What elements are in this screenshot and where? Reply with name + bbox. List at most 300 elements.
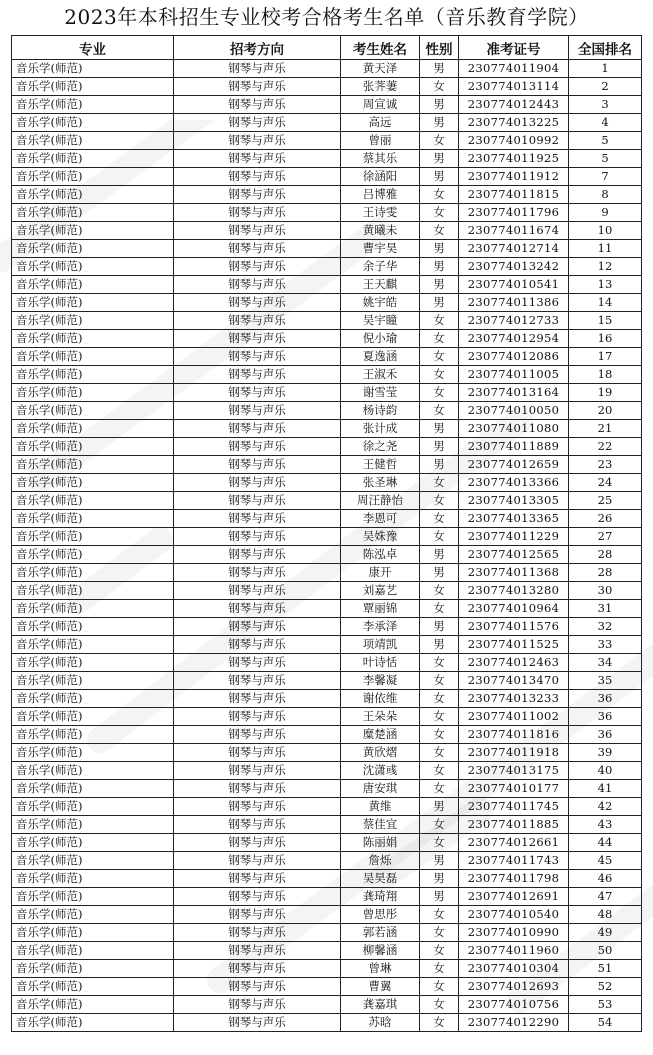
cell-exam-id: 230774010964 bbox=[459, 600, 569, 618]
cell-exam-id: 230774010990 bbox=[459, 924, 569, 942]
cell-rank: 28 bbox=[569, 564, 642, 582]
cell-gender: 女 bbox=[420, 978, 459, 996]
cell-rank: 17 bbox=[569, 348, 642, 366]
cell-direction: 钢琴与声乐 bbox=[174, 510, 341, 528]
cell-name: 夏逸涵 bbox=[341, 348, 420, 366]
cell-rank: 36 bbox=[569, 690, 642, 708]
table-row bbox=[12, 618, 642, 636]
cell-gender: 女 bbox=[420, 942, 459, 960]
cell-exam-id: 230774012693 bbox=[459, 978, 569, 996]
table-row bbox=[12, 294, 642, 312]
table-row bbox=[12, 204, 642, 222]
cell-rank: 2 bbox=[569, 78, 642, 96]
cell-name: 李馨凝 bbox=[341, 672, 420, 690]
cell-direction: 钢琴与声乐 bbox=[174, 294, 341, 312]
cell-direction: 钢琴与声乐 bbox=[174, 672, 341, 690]
cell-gender: 男 bbox=[420, 114, 459, 132]
cell-exam-id: 230774011080 bbox=[459, 420, 569, 438]
cell-major: 音乐学(师范) bbox=[12, 312, 174, 330]
cell-exam-id: 230774012661 bbox=[459, 834, 569, 852]
cell-exam-id: 230774013365 bbox=[459, 510, 569, 528]
cell-major: 音乐学(师范) bbox=[12, 168, 174, 186]
cell-major: 音乐学(师范) bbox=[12, 1014, 174, 1032]
table-row bbox=[12, 888, 642, 906]
cell-major: 音乐学(师范) bbox=[12, 258, 174, 276]
cell-name: 吴昊磊 bbox=[341, 870, 420, 888]
cell-gender: 男 bbox=[420, 636, 459, 654]
cell-exam-id: 230774011525 bbox=[459, 636, 569, 654]
cell-direction: 钢琴与声乐 bbox=[174, 60, 341, 78]
cell-name: 黄天泽 bbox=[341, 60, 420, 78]
cell-gender: 女 bbox=[420, 366, 459, 384]
cell-major: 音乐学(师范) bbox=[12, 276, 174, 294]
column-header-gender: 性别 bbox=[420, 36, 459, 60]
table-row bbox=[12, 474, 642, 492]
cell-exam-id: 230774011904 bbox=[459, 60, 569, 78]
cell-rank: 51 bbox=[569, 960, 642, 978]
table-row bbox=[12, 942, 642, 960]
cell-name: 徐涵阳 bbox=[341, 168, 420, 186]
cell-direction: 钢琴与声乐 bbox=[174, 240, 341, 258]
table-row bbox=[12, 312, 642, 330]
column-header-rank: 全国排名 bbox=[569, 36, 642, 60]
cell-major: 音乐学(师范) bbox=[12, 294, 174, 312]
cell-major: 音乐学(师范) bbox=[12, 150, 174, 168]
cell-major: 音乐学(师范) bbox=[12, 942, 174, 960]
table-row bbox=[12, 654, 642, 672]
cell-rank: 36 bbox=[569, 708, 642, 726]
cell-exam-id: 230774010304 bbox=[459, 960, 569, 978]
cell-rank: 27 bbox=[569, 528, 642, 546]
cell-direction: 钢琴与声乐 bbox=[174, 150, 341, 168]
cell-gender: 女 bbox=[420, 762, 459, 780]
cell-direction: 钢琴与声乐 bbox=[174, 978, 341, 996]
cell-gender: 女 bbox=[420, 1014, 459, 1032]
cell-gender: 女 bbox=[420, 222, 459, 240]
cell-rank: 41 bbox=[569, 780, 642, 798]
table-row bbox=[12, 582, 642, 600]
cell-gender: 女 bbox=[420, 582, 459, 600]
cell-name: 姚宇皓 bbox=[341, 294, 420, 312]
cell-direction: 钢琴与声乐 bbox=[174, 330, 341, 348]
cell-name: 黄维 bbox=[341, 798, 420, 816]
cell-gender: 男 bbox=[420, 258, 459, 276]
table-row bbox=[12, 726, 642, 744]
cell-direction: 钢琴与声乐 bbox=[174, 528, 341, 546]
cell-direction: 钢琴与声乐 bbox=[174, 276, 341, 294]
cell-gender: 男 bbox=[420, 294, 459, 312]
cell-name: 吕博雅 bbox=[341, 186, 420, 204]
cell-gender: 女 bbox=[420, 960, 459, 978]
cell-exam-id: 230774012290 bbox=[459, 1014, 569, 1032]
cell-direction: 钢琴与声乐 bbox=[174, 852, 341, 870]
table-row bbox=[12, 564, 642, 582]
cell-major: 音乐学(师范) bbox=[12, 744, 174, 762]
cell-major: 音乐学(师范) bbox=[12, 798, 174, 816]
cell-rank: 52 bbox=[569, 978, 642, 996]
cell-rank: 11 bbox=[569, 240, 642, 258]
cell-exam-id: 230774012691 bbox=[459, 888, 569, 906]
cell-direction: 钢琴与声乐 bbox=[174, 600, 341, 618]
table-row bbox=[12, 690, 642, 708]
cell-gender: 男 bbox=[420, 618, 459, 636]
cell-gender: 女 bbox=[420, 690, 459, 708]
cell-name: 余子华 bbox=[341, 258, 420, 276]
cell-name: 刘嘉艺 bbox=[341, 582, 420, 600]
cell-major: 音乐学(师范) bbox=[12, 204, 174, 222]
cell-rank: 9 bbox=[569, 204, 642, 222]
cell-major: 音乐学(师范) bbox=[12, 78, 174, 96]
table-row bbox=[12, 330, 642, 348]
cell-exam-id: 230774013233 bbox=[459, 690, 569, 708]
cell-rank: 47 bbox=[569, 888, 642, 906]
cell-direction: 钢琴与声乐 bbox=[174, 762, 341, 780]
cell-major: 音乐学(师范) bbox=[12, 582, 174, 600]
cell-direction: 钢琴与声乐 bbox=[174, 258, 341, 276]
cell-gender: 女 bbox=[420, 78, 459, 96]
cell-direction: 钢琴与声乐 bbox=[174, 690, 341, 708]
cell-gender: 女 bbox=[420, 348, 459, 366]
cell-rank: 3 bbox=[569, 96, 642, 114]
table-row bbox=[12, 834, 642, 852]
cell-name: 王天麒 bbox=[341, 276, 420, 294]
cell-major: 音乐学(师范) bbox=[12, 438, 174, 456]
table-row bbox=[12, 906, 642, 924]
cell-gender: 男 bbox=[420, 420, 459, 438]
table-row bbox=[12, 492, 642, 510]
table-row bbox=[12, 366, 642, 384]
cell-gender: 女 bbox=[420, 780, 459, 798]
cell-direction: 钢琴与声乐 bbox=[174, 546, 341, 564]
cell-name: 康开 bbox=[341, 564, 420, 582]
cell-direction: 钢琴与声乐 bbox=[174, 636, 341, 654]
table-row bbox=[12, 78, 642, 96]
table-row bbox=[12, 816, 642, 834]
cell-gender: 男 bbox=[420, 888, 459, 906]
cell-direction: 钢琴与声乐 bbox=[174, 924, 341, 942]
table-row bbox=[12, 708, 642, 726]
cell-major: 音乐学(师范) bbox=[12, 60, 174, 78]
table-row bbox=[12, 960, 642, 978]
cell-major: 音乐学(师范) bbox=[12, 456, 174, 474]
cell-rank: 20 bbox=[569, 402, 642, 420]
cell-rank: 26 bbox=[569, 510, 642, 528]
cell-gender: 女 bbox=[420, 132, 459, 150]
cell-exam-id: 230774011386 bbox=[459, 294, 569, 312]
cell-exam-id: 230774013305 bbox=[459, 492, 569, 510]
cell-gender: 女 bbox=[420, 186, 459, 204]
cell-gender: 女 bbox=[420, 816, 459, 834]
cell-rank: 44 bbox=[569, 834, 642, 852]
cell-gender: 男 bbox=[420, 168, 459, 186]
cell-rank: 35 bbox=[569, 672, 642, 690]
cell-direction: 钢琴与声乐 bbox=[174, 186, 341, 204]
cell-name: 黄曦未 bbox=[341, 222, 420, 240]
cell-gender: 女 bbox=[420, 330, 459, 348]
cell-major: 音乐学(师范) bbox=[12, 852, 174, 870]
table-row bbox=[12, 762, 642, 780]
cell-exam-id: 230774013366 bbox=[459, 474, 569, 492]
cell-major: 音乐学(师范) bbox=[12, 420, 174, 438]
cell-major: 音乐学(师范) bbox=[12, 528, 174, 546]
cell-major: 音乐学(师范) bbox=[12, 834, 174, 852]
cell-gender: 女 bbox=[420, 384, 459, 402]
cell-gender: 男 bbox=[420, 60, 459, 78]
cell-name: 王淑禾 bbox=[341, 366, 420, 384]
cell-rank: 49 bbox=[569, 924, 642, 942]
cell-name: 覃丽锦 bbox=[341, 600, 420, 618]
table-row bbox=[12, 114, 642, 132]
table-row bbox=[12, 60, 642, 78]
table-row bbox=[12, 996, 642, 1014]
cell-major: 音乐学(师范) bbox=[12, 222, 174, 240]
cell-rank: 21 bbox=[569, 420, 642, 438]
cell-rank: 45 bbox=[569, 852, 642, 870]
cell-rank: 40 bbox=[569, 762, 642, 780]
cell-gender: 男 bbox=[420, 456, 459, 474]
table-row bbox=[12, 186, 642, 204]
cell-major: 音乐学(师范) bbox=[12, 924, 174, 942]
table-row bbox=[12, 870, 642, 888]
cell-direction: 钢琴与声乐 bbox=[174, 834, 341, 852]
cell-name: 陈泓卓 bbox=[341, 546, 420, 564]
cell-major: 音乐学(师范) bbox=[12, 348, 174, 366]
cell-rank: 19 bbox=[569, 384, 642, 402]
cell-gender: 男 bbox=[420, 96, 459, 114]
cell-gender: 女 bbox=[420, 996, 459, 1014]
cell-direction: 钢琴与声乐 bbox=[174, 870, 341, 888]
cell-name: 曹翼 bbox=[341, 978, 420, 996]
cell-gender: 女 bbox=[420, 834, 459, 852]
cell-exam-id: 230774013225 bbox=[459, 114, 569, 132]
cell-name: 柳馨涵 bbox=[341, 942, 420, 960]
cell-exam-id: 230774010756 bbox=[459, 996, 569, 1014]
cell-exam-id: 230774012086 bbox=[459, 348, 569, 366]
cell-direction: 钢琴与声乐 bbox=[174, 816, 341, 834]
cell-direction: 钢琴与声乐 bbox=[174, 168, 341, 186]
cell-name: 倪小瑜 bbox=[341, 330, 420, 348]
roster-table bbox=[11, 35, 642, 1032]
table-body bbox=[12, 60, 642, 1032]
table-row bbox=[12, 744, 642, 762]
cell-gender: 男 bbox=[420, 150, 459, 168]
cell-exam-id: 230774011005 bbox=[459, 366, 569, 384]
cell-exam-id: 230774013470 bbox=[459, 672, 569, 690]
cell-rank: 5 bbox=[569, 132, 642, 150]
cell-name: 王诗雯 bbox=[341, 204, 420, 222]
cell-exam-id: 230774013175 bbox=[459, 762, 569, 780]
cell-rank: 43 bbox=[569, 816, 642, 834]
cell-rank: 24 bbox=[569, 474, 642, 492]
cell-name: 李恩可 bbox=[341, 510, 420, 528]
table-row bbox=[12, 150, 642, 168]
cell-rank: 32 bbox=[569, 618, 642, 636]
cell-exam-id: 230774010050 bbox=[459, 402, 569, 420]
table-row bbox=[12, 438, 642, 456]
cell-major: 音乐学(师范) bbox=[12, 402, 174, 420]
cell-direction: 钢琴与声乐 bbox=[174, 420, 341, 438]
cell-gender: 女 bbox=[420, 528, 459, 546]
cell-gender: 男 bbox=[420, 564, 459, 582]
cell-direction: 钢琴与声乐 bbox=[174, 492, 341, 510]
cell-rank: 33 bbox=[569, 636, 642, 654]
table-row bbox=[12, 528, 642, 546]
cell-exam-id: 230774010177 bbox=[459, 780, 569, 798]
cell-direction: 钢琴与声乐 bbox=[174, 402, 341, 420]
cell-exam-id: 230774012954 bbox=[459, 330, 569, 348]
cell-direction: 钢琴与声乐 bbox=[174, 78, 341, 96]
table-row bbox=[12, 600, 642, 618]
cell-major: 音乐学(师范) bbox=[12, 546, 174, 564]
cell-gender: 女 bbox=[420, 708, 459, 726]
cell-major: 音乐学(师范) bbox=[12, 618, 174, 636]
table-header-row bbox=[12, 36, 642, 60]
cell-major: 音乐学(师范) bbox=[12, 762, 174, 780]
cell-exam-id: 230774011889 bbox=[459, 438, 569, 456]
cell-major: 音乐学(师范) bbox=[12, 132, 174, 150]
cell-exam-id: 230774013114 bbox=[459, 78, 569, 96]
table-row bbox=[12, 456, 642, 474]
cell-direction: 钢琴与声乐 bbox=[174, 726, 341, 744]
cell-major: 音乐学(师范) bbox=[12, 474, 174, 492]
cell-direction: 钢琴与声乐 bbox=[174, 348, 341, 366]
cell-rank: 4 bbox=[569, 114, 642, 132]
column-header-major: 专业 bbox=[12, 36, 174, 60]
cell-rank: 1 bbox=[569, 60, 642, 78]
cell-gender: 女 bbox=[420, 312, 459, 330]
column-header-name: 考生姓名 bbox=[341, 36, 420, 60]
cell-rank: 50 bbox=[569, 942, 642, 960]
cell-exam-id: 230774010540 bbox=[459, 906, 569, 924]
cell-exam-id: 230774011576 bbox=[459, 618, 569, 636]
cell-name: 曾琳 bbox=[341, 960, 420, 978]
cell-name: 张圣琳 bbox=[341, 474, 420, 492]
cell-exam-id: 230774012659 bbox=[459, 456, 569, 474]
cell-rank: 30 bbox=[569, 582, 642, 600]
cell-name: 吴宇瞳 bbox=[341, 312, 420, 330]
cell-rank: 46 bbox=[569, 870, 642, 888]
cell-name: 王健哲 bbox=[341, 456, 420, 474]
cell-gender: 女 bbox=[420, 474, 459, 492]
table-row bbox=[12, 672, 642, 690]
table-row bbox=[12, 240, 642, 258]
cell-gender: 女 bbox=[420, 924, 459, 942]
cell-exam-id: 230774010992 bbox=[459, 132, 569, 150]
cell-direction: 钢琴与声乐 bbox=[174, 1014, 341, 1032]
page-title: 2023年本科招生专业校考合格考生名单（音乐教育学院） bbox=[64, 5, 589, 29]
cell-major: 音乐学(师范) bbox=[12, 888, 174, 906]
cell-rank: 28 bbox=[569, 546, 642, 564]
cell-exam-id: 230774011816 bbox=[459, 726, 569, 744]
table-row bbox=[12, 420, 642, 438]
cell-rank: 12 bbox=[569, 258, 642, 276]
cell-rank: 22 bbox=[569, 438, 642, 456]
cell-direction: 钢琴与声乐 bbox=[174, 204, 341, 222]
cell-exam-id: 230774011925 bbox=[459, 150, 569, 168]
cell-name: 谢雪莹 bbox=[341, 384, 420, 402]
cell-rank: 53 bbox=[569, 996, 642, 1014]
cell-direction: 钢琴与声乐 bbox=[174, 654, 341, 672]
cell-direction: 钢琴与声乐 bbox=[174, 96, 341, 114]
cell-direction: 钢琴与声乐 bbox=[174, 906, 341, 924]
cell-direction: 钢琴与声乐 bbox=[174, 114, 341, 132]
cell-name: 李承泽 bbox=[341, 618, 420, 636]
cell-rank: 7 bbox=[569, 168, 642, 186]
cell-direction: 钢琴与声乐 bbox=[174, 618, 341, 636]
cell-rank: 25 bbox=[569, 492, 642, 510]
cell-major: 音乐学(师范) bbox=[12, 672, 174, 690]
cell-name: 项靖凯 bbox=[341, 636, 420, 654]
cell-major: 音乐学(师范) bbox=[12, 870, 174, 888]
cell-direction: 钢琴与声乐 bbox=[174, 366, 341, 384]
cell-major: 音乐学(师范) bbox=[12, 636, 174, 654]
cell-direction: 钢琴与声乐 bbox=[174, 798, 341, 816]
cell-direction: 钢琴与声乐 bbox=[174, 582, 341, 600]
table-row bbox=[12, 402, 642, 420]
cell-major: 音乐学(师范) bbox=[12, 384, 174, 402]
cell-direction: 钢琴与声乐 bbox=[174, 708, 341, 726]
cell-name: 周宣诚 bbox=[341, 96, 420, 114]
cell-name: 詹烁 bbox=[341, 852, 420, 870]
cell-major: 音乐学(师范) bbox=[12, 510, 174, 528]
table-row bbox=[12, 348, 642, 366]
column-header-exam-id: 准考证号 bbox=[459, 36, 569, 60]
cell-rank: 42 bbox=[569, 798, 642, 816]
cell-exam-id: 230774011796 bbox=[459, 204, 569, 222]
table-row bbox=[12, 546, 642, 564]
cell-name: 龚琦翔 bbox=[341, 888, 420, 906]
cell-exam-id: 230774011743 bbox=[459, 852, 569, 870]
cell-rank: 39 bbox=[569, 744, 642, 762]
cell-exam-id: 230774013242 bbox=[459, 258, 569, 276]
cell-name: 高远 bbox=[341, 114, 420, 132]
cell-name: 周汪静怡 bbox=[341, 492, 420, 510]
cell-rank: 23 bbox=[569, 456, 642, 474]
cell-direction: 钢琴与声乐 bbox=[174, 384, 341, 402]
cell-gender: 女 bbox=[420, 672, 459, 690]
cell-exam-id: 230774011229 bbox=[459, 528, 569, 546]
table-row bbox=[12, 780, 642, 798]
cell-name: 黄欣熠 bbox=[341, 744, 420, 762]
cell-rank: 18 bbox=[569, 366, 642, 384]
cell-gender: 女 bbox=[420, 726, 459, 744]
cell-major: 音乐学(师范) bbox=[12, 690, 174, 708]
cell-rank: 14 bbox=[569, 294, 642, 312]
cell-name: 陈丽娟 bbox=[341, 834, 420, 852]
cell-gender: 女 bbox=[420, 204, 459, 222]
cell-exam-id: 230774011885 bbox=[459, 816, 569, 834]
cell-major: 音乐学(师范) bbox=[12, 330, 174, 348]
cell-rank: 31 bbox=[569, 600, 642, 618]
cell-gender: 男 bbox=[420, 798, 459, 816]
cell-exam-id: 230774013164 bbox=[459, 384, 569, 402]
cell-gender: 女 bbox=[420, 906, 459, 924]
cell-rank: 16 bbox=[569, 330, 642, 348]
cell-direction: 钢琴与声乐 bbox=[174, 132, 341, 150]
cell-gender: 男 bbox=[420, 870, 459, 888]
cell-gender: 男 bbox=[420, 240, 459, 258]
cell-gender: 女 bbox=[420, 654, 459, 672]
table-row bbox=[12, 168, 642, 186]
table-row bbox=[12, 924, 642, 942]
cell-exam-id: 230774012733 bbox=[459, 312, 569, 330]
cell-major: 音乐学(师范) bbox=[12, 978, 174, 996]
table-row bbox=[12, 852, 642, 870]
cell-exam-id: 230774013280 bbox=[459, 582, 569, 600]
cell-gender: 男 bbox=[420, 546, 459, 564]
cell-exam-id: 230774012565 bbox=[459, 546, 569, 564]
cell-exam-id: 230774012714 bbox=[459, 240, 569, 258]
